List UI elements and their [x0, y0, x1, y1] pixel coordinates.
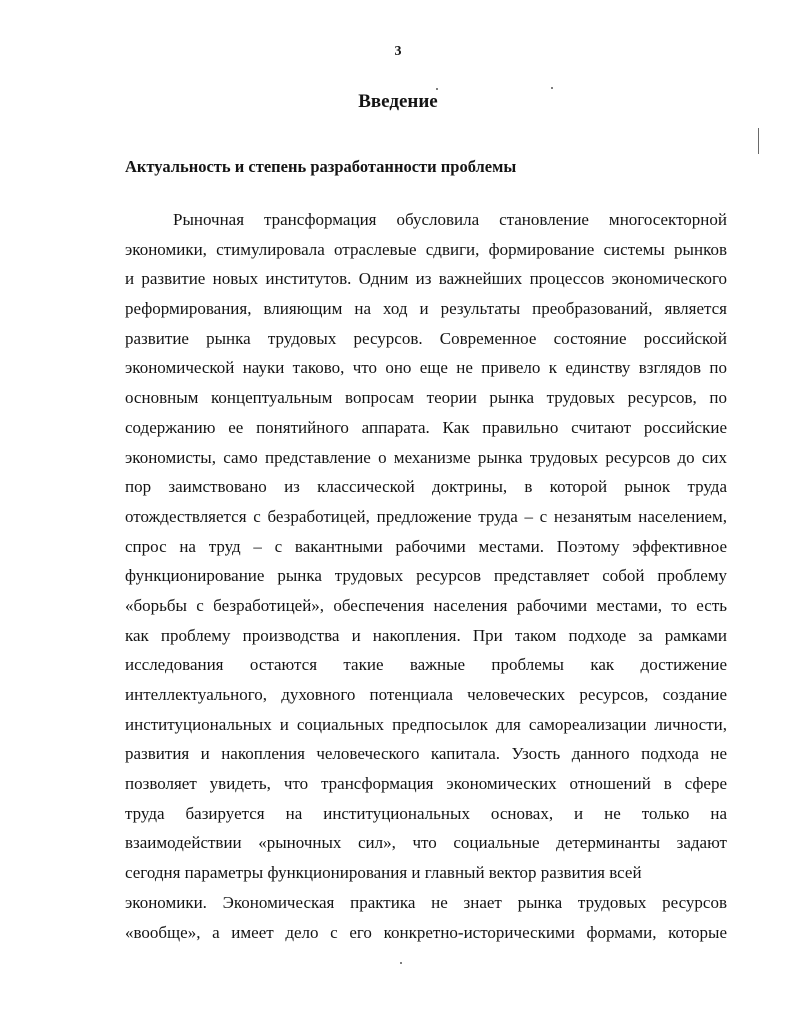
text-line: институциональных и социальных предпосылок для самореализации личности,: [125, 714, 727, 734]
text-line: исследования остаются такие важные проблемы как достижение: [125, 655, 727, 675]
text-line: экономики. Экономическая практика не знает рынка трудовых ресурсов: [125, 892, 727, 912]
scan-artifact-dot: [436, 88, 438, 90]
text-line: сегодня параметры функционирования и главный вектор развития всей: [125, 863, 642, 883]
page-title: Введение: [358, 91, 438, 112]
text-line: экономической науки таково, что оно еще не привело к единству взглядов по: [125, 358, 727, 378]
text-line: реформирования, влияющим на ход и результаты преобразований, является: [125, 299, 727, 319]
text-line: интеллектуального, духовного потенциала человеческих ресурсов, создание: [125, 685, 727, 704]
text-line: как проблему производства и накопления. При таком подходе за рамками: [125, 625, 727, 645]
text-line: «вообще», а имеет дело с его конкретно-историческими формами, которые: [125, 922, 727, 942]
scan-artifact-dot: [551, 87, 553, 89]
text-line: экономики, стимулировала отраслевые сдвиги, формирование системы рынков: [125, 239, 727, 259]
text-line: развития и накопления человеческого капитала. Узость данного подхода не: [125, 744, 727, 764]
text-line: труда базируется на институциональных основах, и не только на: [125, 803, 727, 823]
scan-artifact-dot: [400, 962, 402, 964]
page-number: 3: [394, 44, 402, 59]
text-line: отождествляется с безработицей, предложение труда – с незанятым населением,: [125, 506, 727, 526]
text-line: «борьбы с безработицей», обеспечения населения рабочими местами, то есть: [125, 595, 727, 615]
section-heading: Актуальность и степень разработанности проблемы: [125, 157, 517, 176]
text-line: содержанию ее понятийного аппарата. Как правильно считают российские: [125, 417, 727, 437]
text-line: взаимодействии «рыночных сил», что социальные детерминанты задают: [125, 833, 727, 853]
text-line: функционирование рынка трудовых ресурсов представляет собой проблему: [125, 566, 727, 586]
text-line: позволяет увидеть, что трансформация экономических отношений в сфере: [125, 774, 727, 794]
body-paragraph: [125, 205, 727, 947]
text-line: Рыночная трансформация обусловила становление многосекторной: [173, 210, 727, 229]
text-line: экономисты, само представление о механизме рынка трудовых ресурсов до сих: [125, 447, 727, 467]
text-line: спрос на труд – с вакантными рабочими местами. Поэтому эффективное: [125, 536, 727, 556]
text-line: пор заимствовано из классической доктрины, в которой рынок труда: [125, 477, 727, 497]
text-line: развитие рынка трудовых ресурсов. Современное состояние российской: [125, 328, 727, 348]
text-line: и развитие новых институтов. Одним из важнейших процессов экономического: [125, 269, 727, 289]
scan-artifact-mark: [758, 128, 759, 154]
text-line: основным концептуальным вопросам теории рынка трудовых ресурсов, по: [125, 388, 727, 408]
